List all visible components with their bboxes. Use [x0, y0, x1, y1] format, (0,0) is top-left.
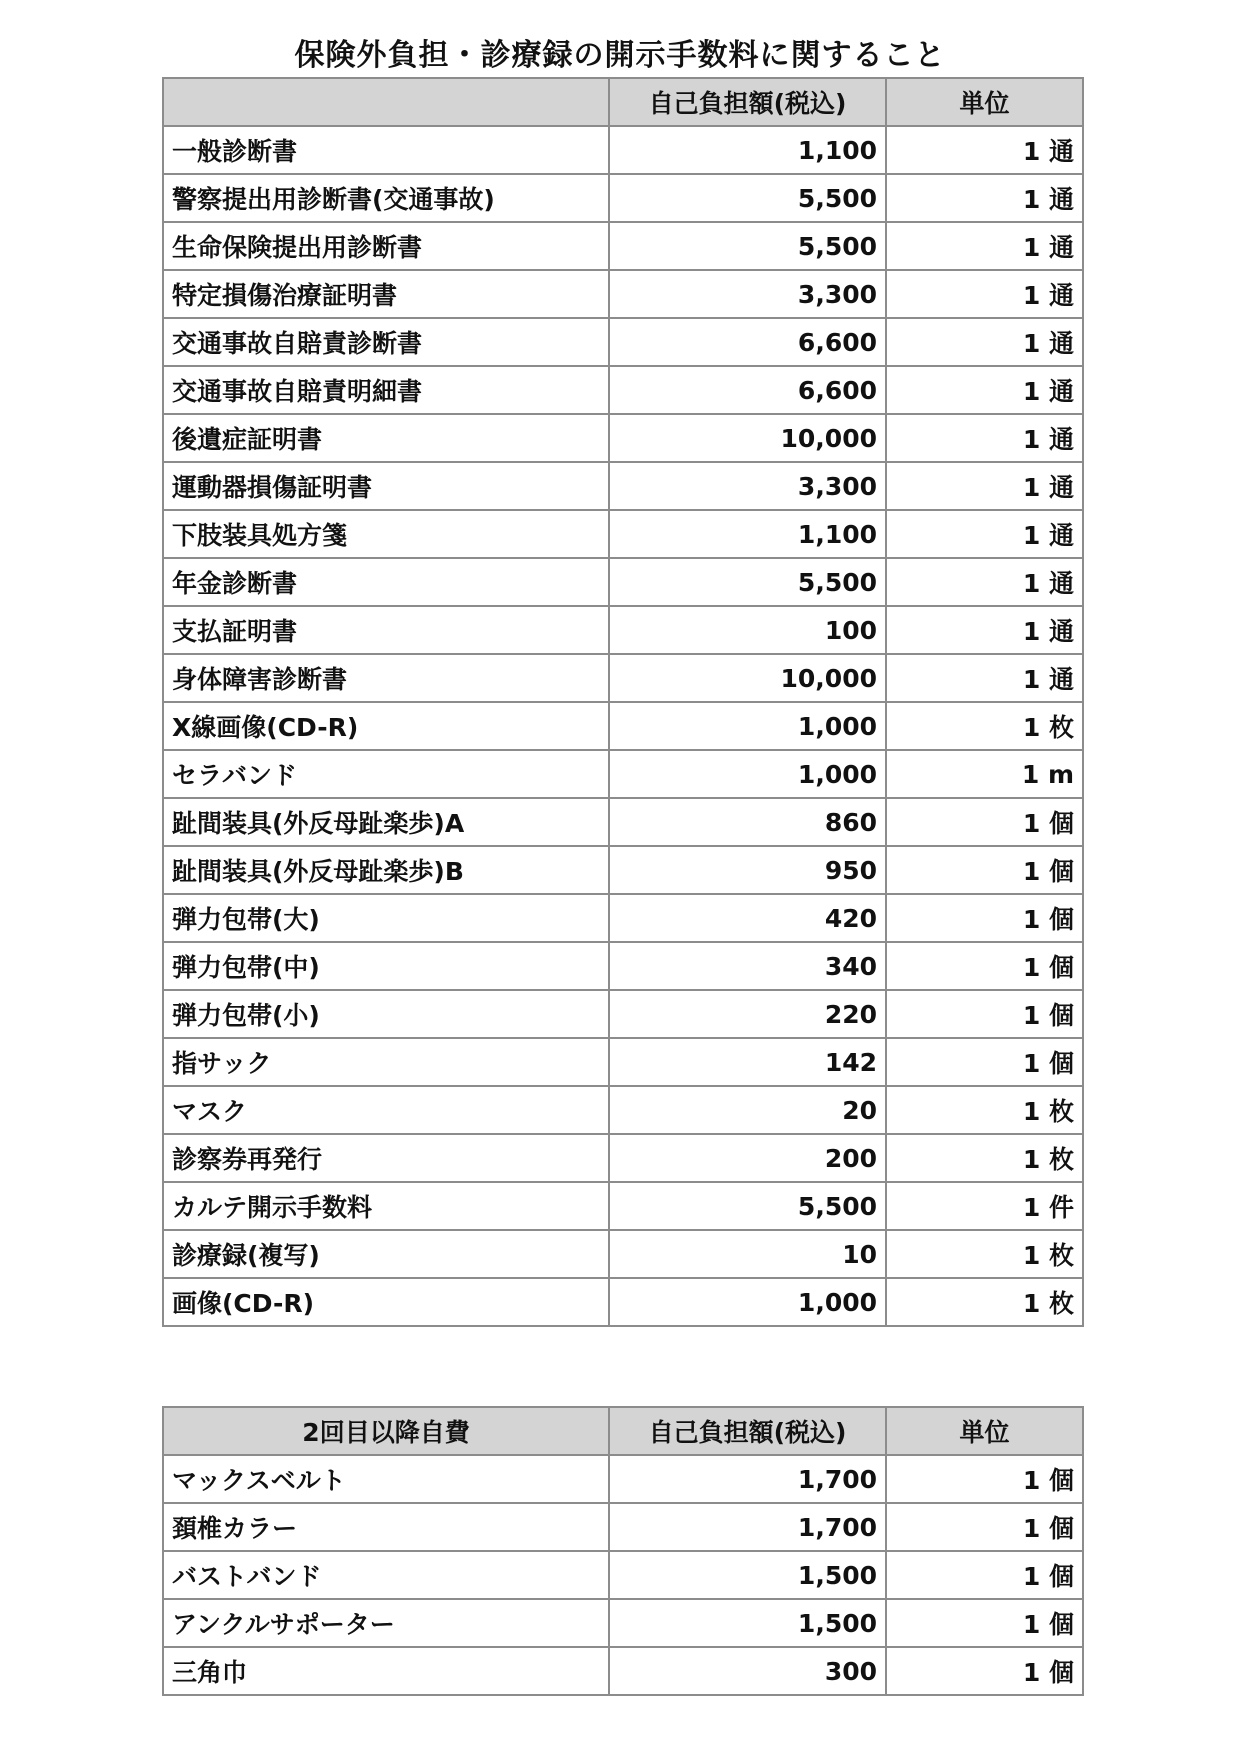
amount-cell: 1,100	[609, 510, 886, 558]
item-cell: 後遺症証明書	[163, 414, 609, 462]
item-cell: 生命保険提出用診断書	[163, 222, 609, 270]
item-cell: 特定損傷治療証明書	[163, 270, 609, 318]
unit-cell: 1 通	[886, 558, 1083, 606]
item-cell: 交通事故自賠責明細書	[163, 366, 609, 414]
item-cell: 身体障害診断書	[163, 654, 609, 702]
unit-cell: 1 個	[886, 1647, 1083, 1695]
item-cell: バストバンド	[163, 1551, 609, 1599]
unit-cell: 1 個	[886, 846, 1083, 894]
unit-cell: 1 枚	[886, 1086, 1083, 1134]
table-row	[163, 702, 1083, 750]
table-row	[163, 1551, 1083, 1599]
table-header-row	[163, 78, 1083, 126]
item-cell: カルテ開示手数料	[163, 1182, 609, 1230]
table-row	[163, 510, 1083, 558]
amount-cell: 1,000	[609, 750, 886, 798]
column-header-amount: 自己負担額(税込)	[609, 78, 886, 126]
unit-cell: 1 個	[886, 1455, 1083, 1503]
unit-cell: 1 枚	[886, 1230, 1083, 1278]
table-row	[163, 606, 1083, 654]
unit-cell: 1 個	[886, 798, 1083, 846]
unit-cell: 1 通	[886, 510, 1083, 558]
item-cell: 弾力包帯(大)	[163, 894, 609, 942]
table-row	[163, 366, 1083, 414]
table-row	[163, 798, 1083, 846]
amount-cell: 10	[609, 1230, 886, 1278]
table-row	[163, 1134, 1083, 1182]
unit-cell: 1 通	[886, 654, 1083, 702]
unit-cell: 1 通	[886, 174, 1083, 222]
column-header-item	[163, 78, 609, 126]
fee-table	[162, 77, 1084, 1327]
unit-cell: 1 通	[886, 318, 1083, 366]
column-header-item: 2回目以降自費	[163, 1407, 609, 1455]
table-row	[163, 1230, 1083, 1278]
amount-cell: 10,000	[609, 654, 886, 702]
item-cell: 頚椎カラー	[163, 1503, 609, 1551]
item-cell: 運動器損傷証明書	[163, 462, 609, 510]
unit-cell: 1 m	[886, 750, 1083, 798]
unit-cell: 1 通	[886, 366, 1083, 414]
amount-cell: 6,600	[609, 366, 886, 414]
column-header-unit: 単位	[886, 78, 1083, 126]
amount-cell: 1,700	[609, 1455, 886, 1503]
amount-cell: 1,000	[609, 1278, 886, 1326]
unit-cell: 1 枚	[886, 1278, 1083, 1326]
item-cell: 警察提出用診断書(交通事故)	[163, 174, 609, 222]
unit-cell: 1 個	[886, 942, 1083, 990]
unit-cell: 1 通	[886, 270, 1083, 318]
item-cell: 趾間装具(外反母趾楽歩)B	[163, 846, 609, 894]
amount-cell: 142	[609, 1038, 886, 1086]
table-row	[163, 462, 1083, 510]
amount-cell: 1,500	[609, 1599, 886, 1647]
table-row	[163, 318, 1083, 366]
item-cell: マックスベルト	[163, 1455, 609, 1503]
table-row	[163, 990, 1083, 1038]
table-row	[163, 1503, 1083, 1551]
table-row	[163, 174, 1083, 222]
amount-cell: 950	[609, 846, 886, 894]
table-row	[163, 1086, 1083, 1134]
amount-cell: 5,500	[609, 174, 886, 222]
amount-cell: 20	[609, 1086, 886, 1134]
column-header-amount: 自己負担額(税込)	[609, 1407, 886, 1455]
item-cell: 支払証明書	[163, 606, 609, 654]
table-row	[163, 846, 1083, 894]
amount-cell: 1,500	[609, 1551, 886, 1599]
item-cell: マスク	[163, 1086, 609, 1134]
unit-cell: 1 個	[886, 1503, 1083, 1551]
table-row	[163, 222, 1083, 270]
item-cell: 弾力包帯(中)	[163, 942, 609, 990]
table-row	[163, 1599, 1083, 1647]
page-title: 保険外負担・診療録の開示手数料に関すること	[294, 38, 946, 73]
item-cell: 診察券再発行	[163, 1134, 609, 1182]
unit-cell: 1 枚	[886, 1134, 1083, 1182]
item-cell: セラバンド	[163, 750, 609, 798]
unit-cell: 1 件	[886, 1182, 1083, 1230]
item-cell: X線画像(CD-R)	[163, 702, 609, 750]
item-cell: 画像(CD-R)	[163, 1278, 609, 1326]
unit-cell: 1 個	[886, 894, 1083, 942]
unit-cell: 1 個	[886, 1599, 1083, 1647]
table-row	[163, 894, 1083, 942]
unit-cell: 1 個	[886, 1038, 1083, 1086]
table-header-row	[163, 1407, 1083, 1455]
amount-cell: 1,100	[609, 126, 886, 174]
amount-cell: 100	[609, 606, 886, 654]
table-row	[163, 1455, 1083, 1503]
item-cell: 指サック	[163, 1038, 609, 1086]
unit-cell: 1 通	[886, 222, 1083, 270]
unit-cell: 1 個	[886, 990, 1083, 1038]
self-pay-table	[162, 1406, 1084, 1696]
table-row	[163, 654, 1083, 702]
item-cell: 一般診断書	[163, 126, 609, 174]
item-cell: アンクルサポーター	[163, 1599, 609, 1647]
item-cell: 年金診断書	[163, 558, 609, 606]
amount-cell: 3,300	[609, 270, 886, 318]
amount-cell: 200	[609, 1134, 886, 1182]
amount-cell: 10,000	[609, 414, 886, 462]
column-header-unit: 単位	[886, 1407, 1083, 1455]
item-cell: 三角巾	[163, 1647, 609, 1695]
item-cell: 弾力包帯(小)	[163, 990, 609, 1038]
unit-cell: 1 通	[886, 462, 1083, 510]
amount-cell: 5,500	[609, 1182, 886, 1230]
item-cell: 下肢装具処方箋	[163, 510, 609, 558]
table-row	[163, 750, 1083, 798]
table-row	[163, 942, 1083, 990]
table-row	[163, 414, 1083, 462]
amount-cell: 300	[609, 1647, 886, 1695]
item-cell: 趾間装具(外反母趾楽歩)A	[163, 798, 609, 846]
table-row	[163, 126, 1083, 174]
amount-cell: 6,600	[609, 318, 886, 366]
table-row	[163, 1647, 1083, 1695]
table-row	[163, 1038, 1083, 1086]
unit-cell: 1 個	[886, 1551, 1083, 1599]
amount-cell: 1,000	[609, 702, 886, 750]
amount-cell: 860	[609, 798, 886, 846]
amount-cell: 340	[609, 942, 886, 990]
unit-cell: 1 通	[886, 414, 1083, 462]
table-row	[163, 270, 1083, 318]
amount-cell: 220	[609, 990, 886, 1038]
amount-cell: 3,300	[609, 462, 886, 510]
table-row	[163, 1278, 1083, 1326]
amount-cell: 1,700	[609, 1503, 886, 1551]
table-row	[163, 558, 1083, 606]
unit-cell: 1 通	[886, 606, 1083, 654]
table-row	[163, 1182, 1083, 1230]
amount-cell: 5,500	[609, 558, 886, 606]
item-cell: 診療録(複写)	[163, 1230, 609, 1278]
unit-cell: 1 枚	[886, 702, 1083, 750]
amount-cell: 5,500	[609, 222, 886, 270]
amount-cell: 420	[609, 894, 886, 942]
item-cell: 交通事故自賠責診断書	[163, 318, 609, 366]
unit-cell: 1 通	[886, 126, 1083, 174]
